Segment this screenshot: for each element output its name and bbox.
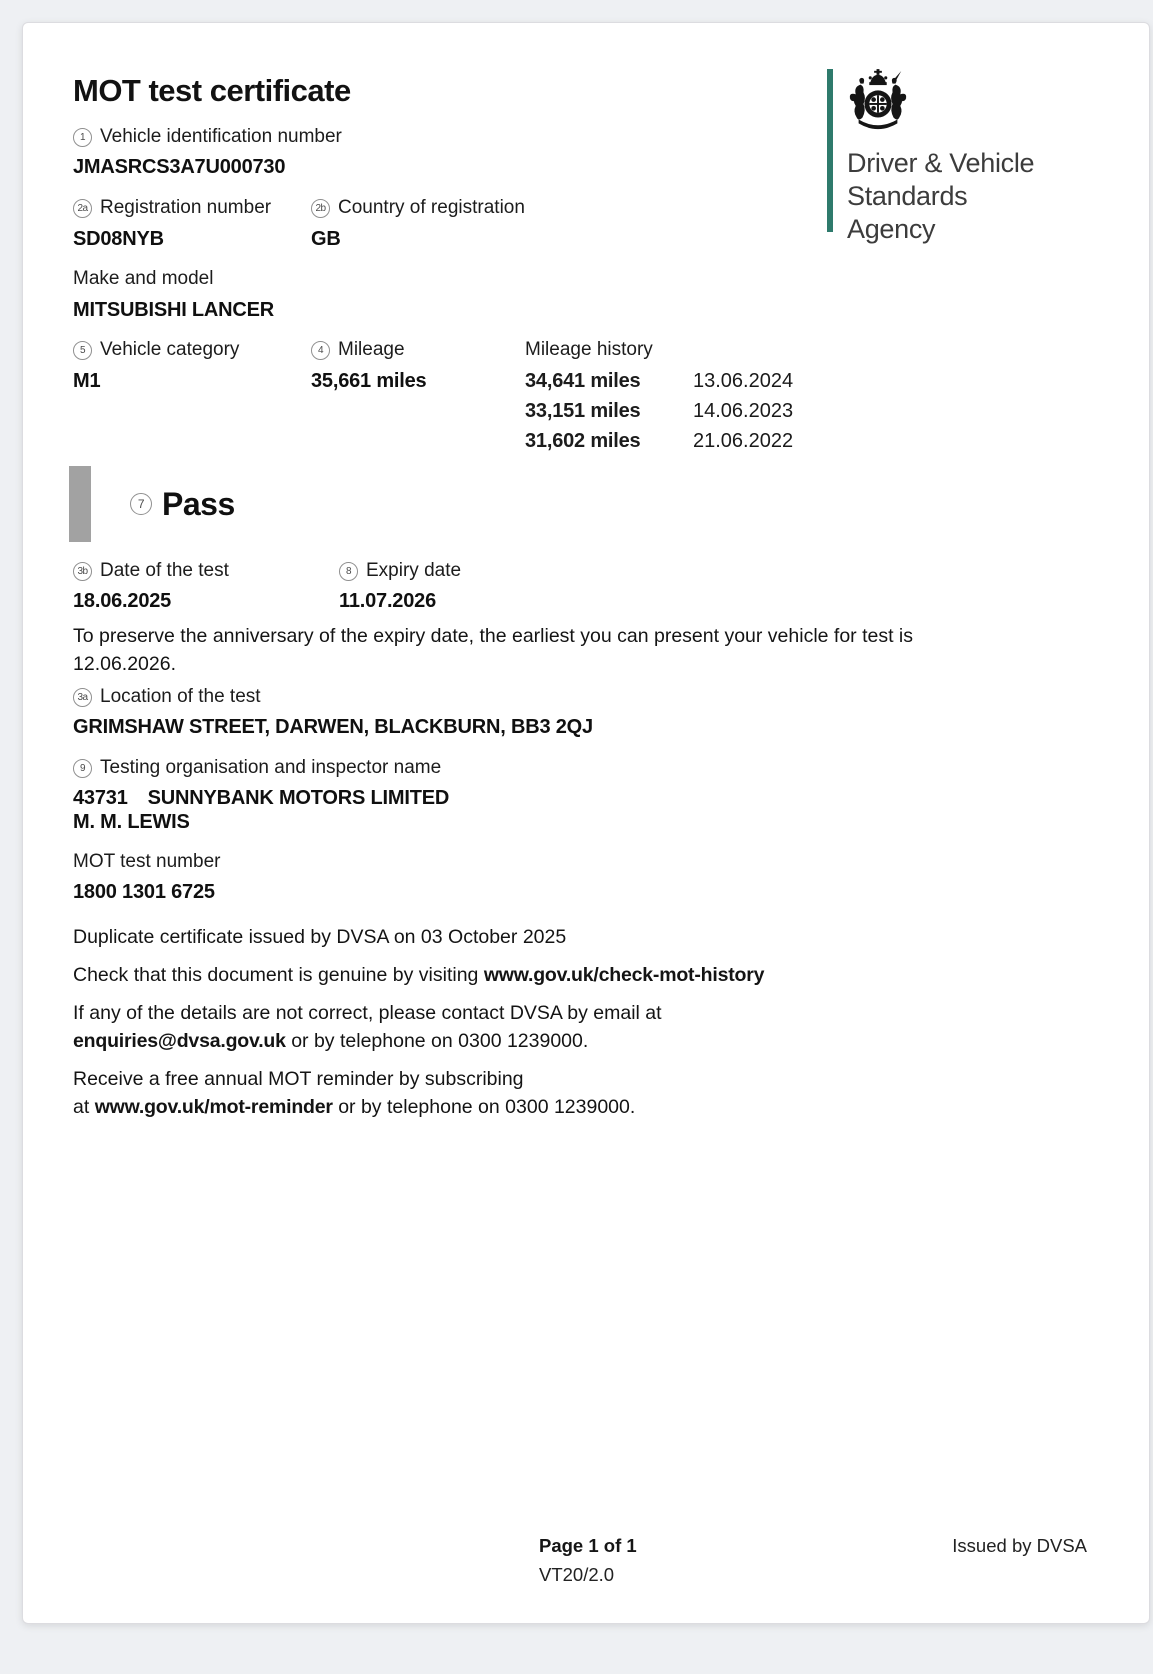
field-number-7: 7 — [130, 493, 152, 515]
registration-label: 2a Registration number — [73, 197, 271, 219]
field-number-3b: 3b — [73, 562, 92, 581]
royal-crest-icon — [847, 69, 909, 137]
history-miles: 33,151 miles — [525, 400, 641, 422]
test-number-value: 1800 1301 6725 — [73, 881, 215, 903]
dvsa-email-link[interactable]: enquiries@dvsa.gov.uk — [73, 1030, 286, 1052]
test-date-value: 18.06.2025 — [73, 590, 172, 612]
mot-reminder-link[interactable]: www.gov.uk/mot-reminder — [94, 1096, 333, 1118]
country-value: GB — [311, 228, 341, 250]
location-label: 3a Location of the test — [73, 686, 261, 708]
mileage-value: 35,661 miles — [311, 370, 427, 392]
issued-by: Issued by DVSA — [952, 1535, 1087, 1556]
vin-label: 1 Vehicle identification number — [73, 126, 342, 148]
form-number: VT20/2.0 — [539, 1564, 615, 1585]
logo-accent-bar — [827, 69, 833, 232]
result-text: Pass — [162, 485, 235, 522]
vin-value: JMASRCS3A7U000730 — [73, 156, 286, 178]
check-mot-history-link[interactable]: www.gov.uk/check-mot-history — [483, 964, 765, 986]
organisation-name: SUNNYBANK MOTORS LIMITED — [147, 787, 450, 809]
page-indicator: Page 1 of 1 — [539, 1535, 637, 1556]
mileage-label: 4 Mileage — [311, 339, 405, 361]
history-date: 13.06.2024 — [693, 370, 794, 392]
history-miles: 34,641 miles — [525, 370, 641, 392]
field-number-2a: 2a — [73, 199, 92, 218]
mileage-history-row — [525, 400, 793, 423]
make-model-value: MITSUBISHI LANCER — [73, 299, 275, 321]
field-number-8: 8 — [339, 562, 358, 581]
field-number-1: 1 — [73, 128, 92, 147]
make-model-label: Make and model — [73, 268, 214, 289]
footer-page-block — [539, 1535, 637, 1586]
location-value: GRIMSHAW STREET, DARWEN, BLACKBURN, BB3 2QJ — [73, 716, 593, 738]
field-number-4: 4 — [311, 341, 330, 360]
history-date: 21.06.2022 — [693, 430, 794, 452]
mileage-history-list — [525, 370, 793, 460]
test-result — [69, 466, 235, 542]
test-number-label: MOT test number — [73, 851, 221, 872]
organisation-label: 9 Testing organisation and inspector name — [73, 757, 441, 779]
dvsa-logo-text: Driver & Vehicle Standards Agency — [847, 148, 1035, 244]
expiry-date-label: 8 Expiry date — [339, 560, 461, 582]
test-date-label: 3b Date of the test — [73, 560, 229, 582]
contact-note: If any of the details are not correct, please contact DVSA by email at enquiries@dvsa.gov.uk or by telephone on 0300 1239000. — [73, 1002, 662, 1052]
history-miles: 31,602 miles — [525, 430, 641, 452]
registration-value: SD08NYB — [73, 228, 164, 250]
field-number-9: 9 — [73, 759, 92, 778]
field-number-5: 5 — [73, 341, 92, 360]
mileage-history-row — [525, 370, 793, 393]
dvsa-logo — [827, 69, 1034, 246]
field-number-3a: 3a — [73, 688, 92, 707]
genuine-note: Check that this document is genuine by visiting www.gov.uk/check-mot-history — [73, 964, 765, 986]
vehicle-category-label: 5 Vehicle category — [73, 339, 239, 361]
organisation-number: 43731 — [73, 787, 128, 809]
duplicate-note: Duplicate certificate issued by DVSA on 03 October 2025 — [73, 926, 567, 948]
country-label: 2b Country of registration — [311, 197, 525, 219]
anniversary-note: To preserve the anniversary of the expiry date, the earliest you can present your vehicle for test is 12.06.2026. — [73, 625, 914, 675]
mileage-history-label: Mileage history — [525, 339, 653, 360]
mileage-history-row — [525, 430, 793, 453]
page-title: MOT test certificate — [73, 73, 351, 108]
expiry-date-value: 11.07.2026 — [339, 590, 436, 612]
certificate-page — [22, 22, 1150, 1624]
organisation-value — [73, 787, 449, 810]
field-number-2b: 2b — [311, 199, 330, 218]
inspector-name: M. M. LEWIS — [73, 811, 190, 833]
result-marker-bar — [69, 466, 91, 542]
reminder-note: Receive a free annual MOT reminder by subscribing at www.gov.uk/mot-reminder or by telephone on 0300 1239000. — [73, 1068, 636, 1118]
vehicle-category-value: M1 — [73, 370, 101, 392]
history-date: 14.06.2023 — [693, 400, 794, 422]
